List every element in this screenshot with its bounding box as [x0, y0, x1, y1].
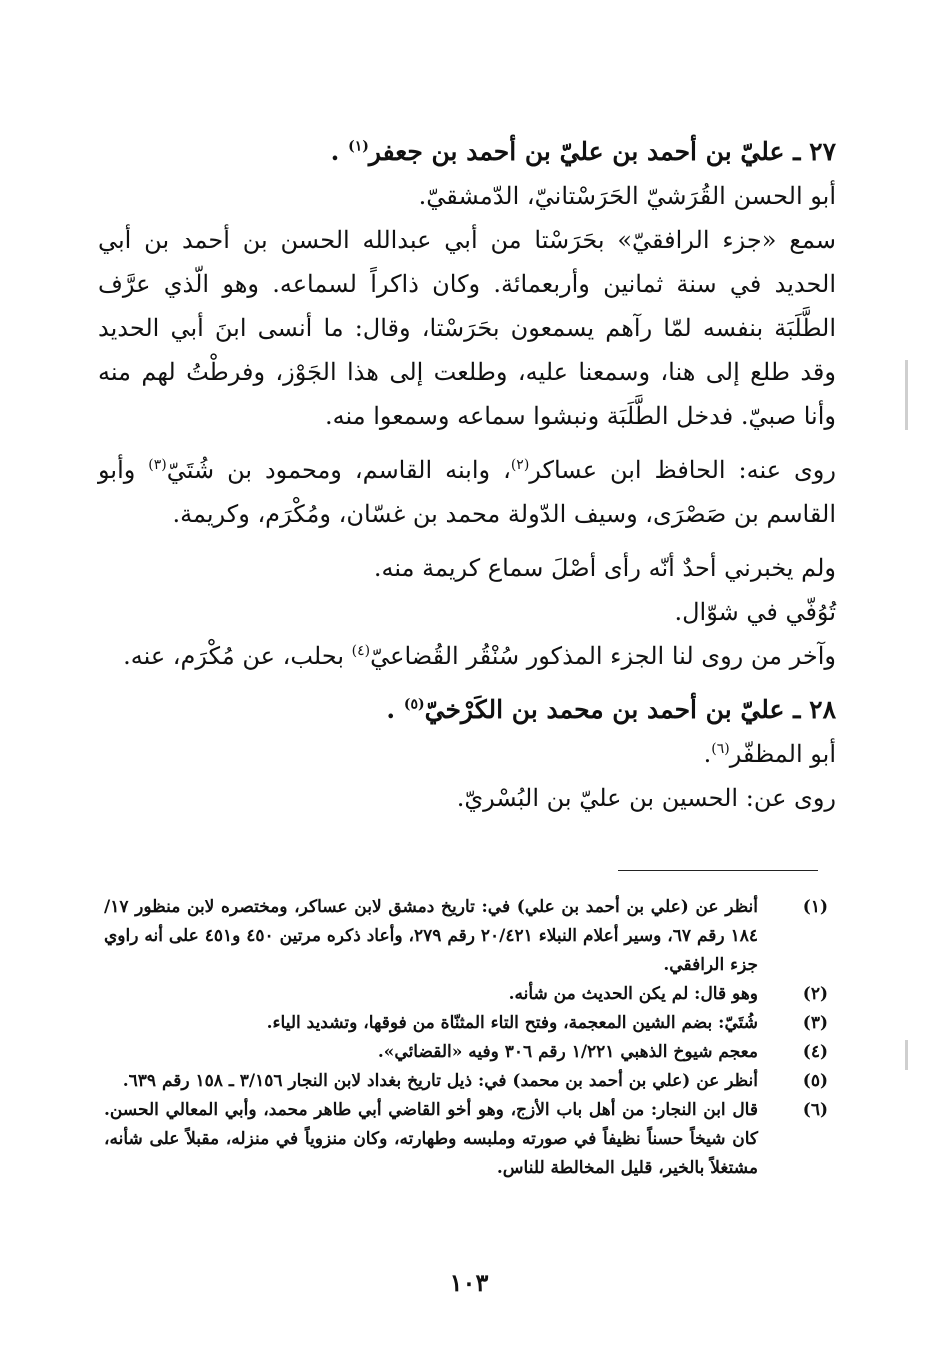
footnote-number: (٣) [802, 1013, 828, 1033]
entry-27-narrators [98, 448, 836, 536]
footnote-divider [618, 870, 818, 871]
footnotes [104, 893, 828, 1183]
entry-28-kunya-text: أبو المظفّر [729, 740, 836, 768]
footnote-number: (٦) [802, 1100, 828, 1120]
page-number: ١٠٣ [449, 1268, 489, 1297]
footnote-number: (٢) [802, 984, 828, 1004]
line-c-part-2: بحلب، عن مُكْرَم، عنه. [123, 642, 352, 670]
footnote-text: أنظر عن (علي بن أحمد بن علي) في: تاريخ دمشق لابن عساكر، ومختصره لابن منظور ١٧/ ١٨٤ رقم ٦٧، وسير أعلام النبلاء ٢٠/٤٢١ رقم ٢٧٩، وأعاد ذكره مرتين ٤٥٠ و٤٥١ على أنه راوي جزء الرافقي. [104, 897, 758, 975]
footnote-6 [104, 1096, 828, 1183]
footnote-ref-2: (٢) [510, 457, 530, 473]
narrators-part-a: روى عنه: الحافظ ابن عساكر [529, 456, 836, 484]
entry-27-heading [98, 130, 836, 174]
entry-27-paragraph: سمع «جزء الرافقيّ» بحَرَسْتا من أبي عبدالله الحسن بن أحمد بن أبي الحديد في سنة ثمانين وأربعمائة. وكان ذاكراً لسماعه. وهو الّذي عرَّف الطَّلَبَة بنفسه لمّا رآهم يسمعون بحَرَسْتا، وقال: ما أنسى ابنَ أبي الحديد وقد طلع إلى هنا، وسمعنا عليه، وطلعت إلى هذا الجَوْز، وفرطْتُ لهم منه وأنا صبيّ. فدخل الطَّلَبَة ونبشوا سماعه وسمعوا منه. [98, 226, 836, 430]
footnote-ref-4: (٤) [351, 643, 371, 659]
footnote-1 [104, 893, 828, 980]
footnote-text: معجم شيوخ الذهبي ١/٢٢١ رقم ٣٠٦ وفيه «القضائي». [377, 1042, 758, 1062]
entry-28-kunya-end: . [703, 740, 712, 768]
entry-28-narrators: روى عن: الحسين بن عليّ بن البُسْريّ. [456, 784, 836, 812]
scan-mark [905, 1040, 908, 1070]
footnote-number: (٤) [802, 1042, 828, 1062]
footnote-number: (٥) [802, 1071, 828, 1091]
main-text [98, 130, 836, 820]
footnote-5 [104, 1067, 828, 1096]
footnote-3 [104, 1009, 828, 1038]
footnote-ref-3: (٣) [148, 457, 167, 473]
footnote-text: شُتَيّ: بضم الشين المعجمة، وفتح التاء المثنّاة من فوقها، وتشديد الياء. [266, 1013, 758, 1033]
entry-27-line-a: ولم يخبرني أحدٌ أنّه رأى أصْلَ سماع كريمة منه. [373, 554, 836, 582]
entry-27-kunya: أبو الحسن القُرَشيّ الحَرَسْتانيّ، الدّمشقيّ. [418, 182, 836, 210]
entry-28-heading-end: . [386, 695, 396, 724]
footnote-text: وهو قال: لم يكن الحديث من شأنه. [508, 984, 758, 1004]
entry-27-heading-end: . [330, 137, 340, 166]
line-c-part-1: وآخر من روى لنا الجزء المذكور سُنْقُر القُضاعيّ [370, 642, 836, 670]
narrators-part-c: وأبو القاسم بن صَصْرَى، وسيف الدّولة محمد بن غسّان، ومُكْرَم، وكريمة. [98, 456, 836, 528]
footnote-2 [104, 980, 828, 1009]
footnote-text: أنظر عن (علي بن أحمد بن محمد) في: ذيل تاريخ بغداد لابن النجار ٣/١٥٦ ـ ١٥٨ رقم ٦٣٩. [122, 1071, 758, 1091]
entry-27-line-c [98, 634, 836, 678]
footnote-4 [104, 1038, 828, 1067]
entry-28-heading [98, 688, 836, 732]
entry-27-line-b: تُوُفّي في شوّال. [674, 598, 836, 626]
scan-mark [905, 360, 908, 430]
footnote-ref-1: (١) [348, 138, 369, 155]
footnote-ref-6: (٦) [711, 741, 730, 757]
entry-28-kunya [98, 732, 836, 776]
narrators-part-b: ، وابنه القاسم، ومحمود بن شُتَيّ [166, 456, 511, 484]
footnote-ref-5: (٥) [403, 696, 425, 713]
footnote-text: قال ابن النجار: من أهل باب الأزج، وهو أخو القاضي أبي طاهر محمد، وأبي المعالي الحسن. كان شيخاً حسناً نظيفاً في صورته وملبسه وطهارته، وكان منزوياً في منزله، مقبلاً على شأنه، مشتغلاً بالخير، قليل المخالطة للناس. [104, 1100, 758, 1178]
entry-27-name: ٢٧ ـ عليّ بن أحمد بن عليّ بن أحمد بن جعفر [368, 137, 836, 166]
entry-28-name: ٢٨ ـ عليّ بن أحمد بن محمد بن الكَرْخيّ [424, 695, 836, 724]
footnote-number: (١) [802, 897, 828, 917]
